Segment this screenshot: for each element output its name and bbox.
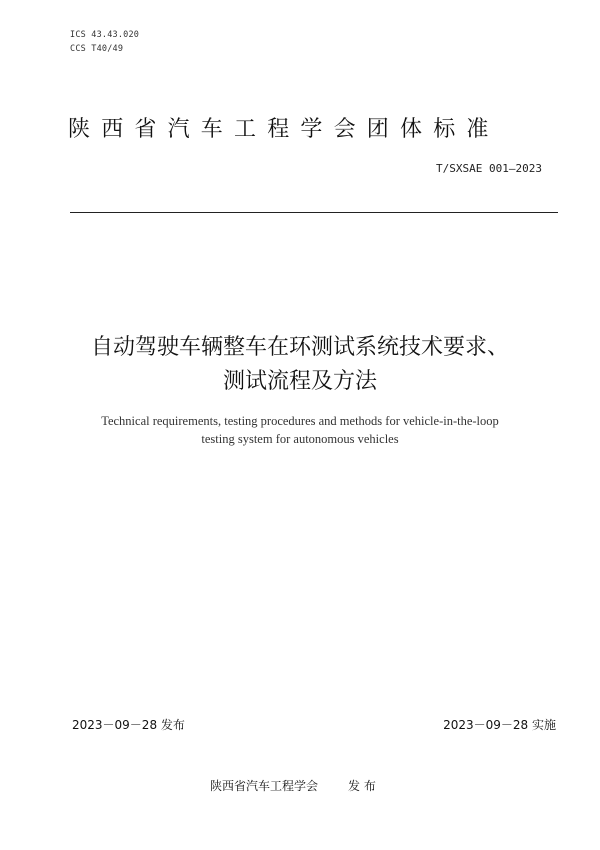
english-title-line-2: testing system for autonomous vehicles [201,432,399,446]
implementation-date: 2023－09－28 实施 [443,718,556,732]
organization-standard-title: 陕西省汽车工程学会团体标准 [68,117,500,142]
english-title-line-1: Technical requirements, testing procedures and methods for vehicle-in-the-loop [101,414,499,428]
chinese-title-line-1: 自动驾驶车辆整车在环测试系统技术要求、 [90,335,509,360]
ics-code: ICS 43.43.020 [70,30,140,40]
chinese-title-line-2: 测试流程及方法 [222,369,377,394]
issuer-action: 发 布 [348,779,376,793]
ccs-code: CCS T40/49 [70,44,124,54]
release-date: 2023－09－28 发布 [72,718,185,732]
issuer-name: 陕西省汽车工程学会 [210,779,319,793]
header-divider [70,212,558,213]
issuer-line [210,777,376,794]
standard-number: T/SXSAE 001—2023 [436,162,542,175]
